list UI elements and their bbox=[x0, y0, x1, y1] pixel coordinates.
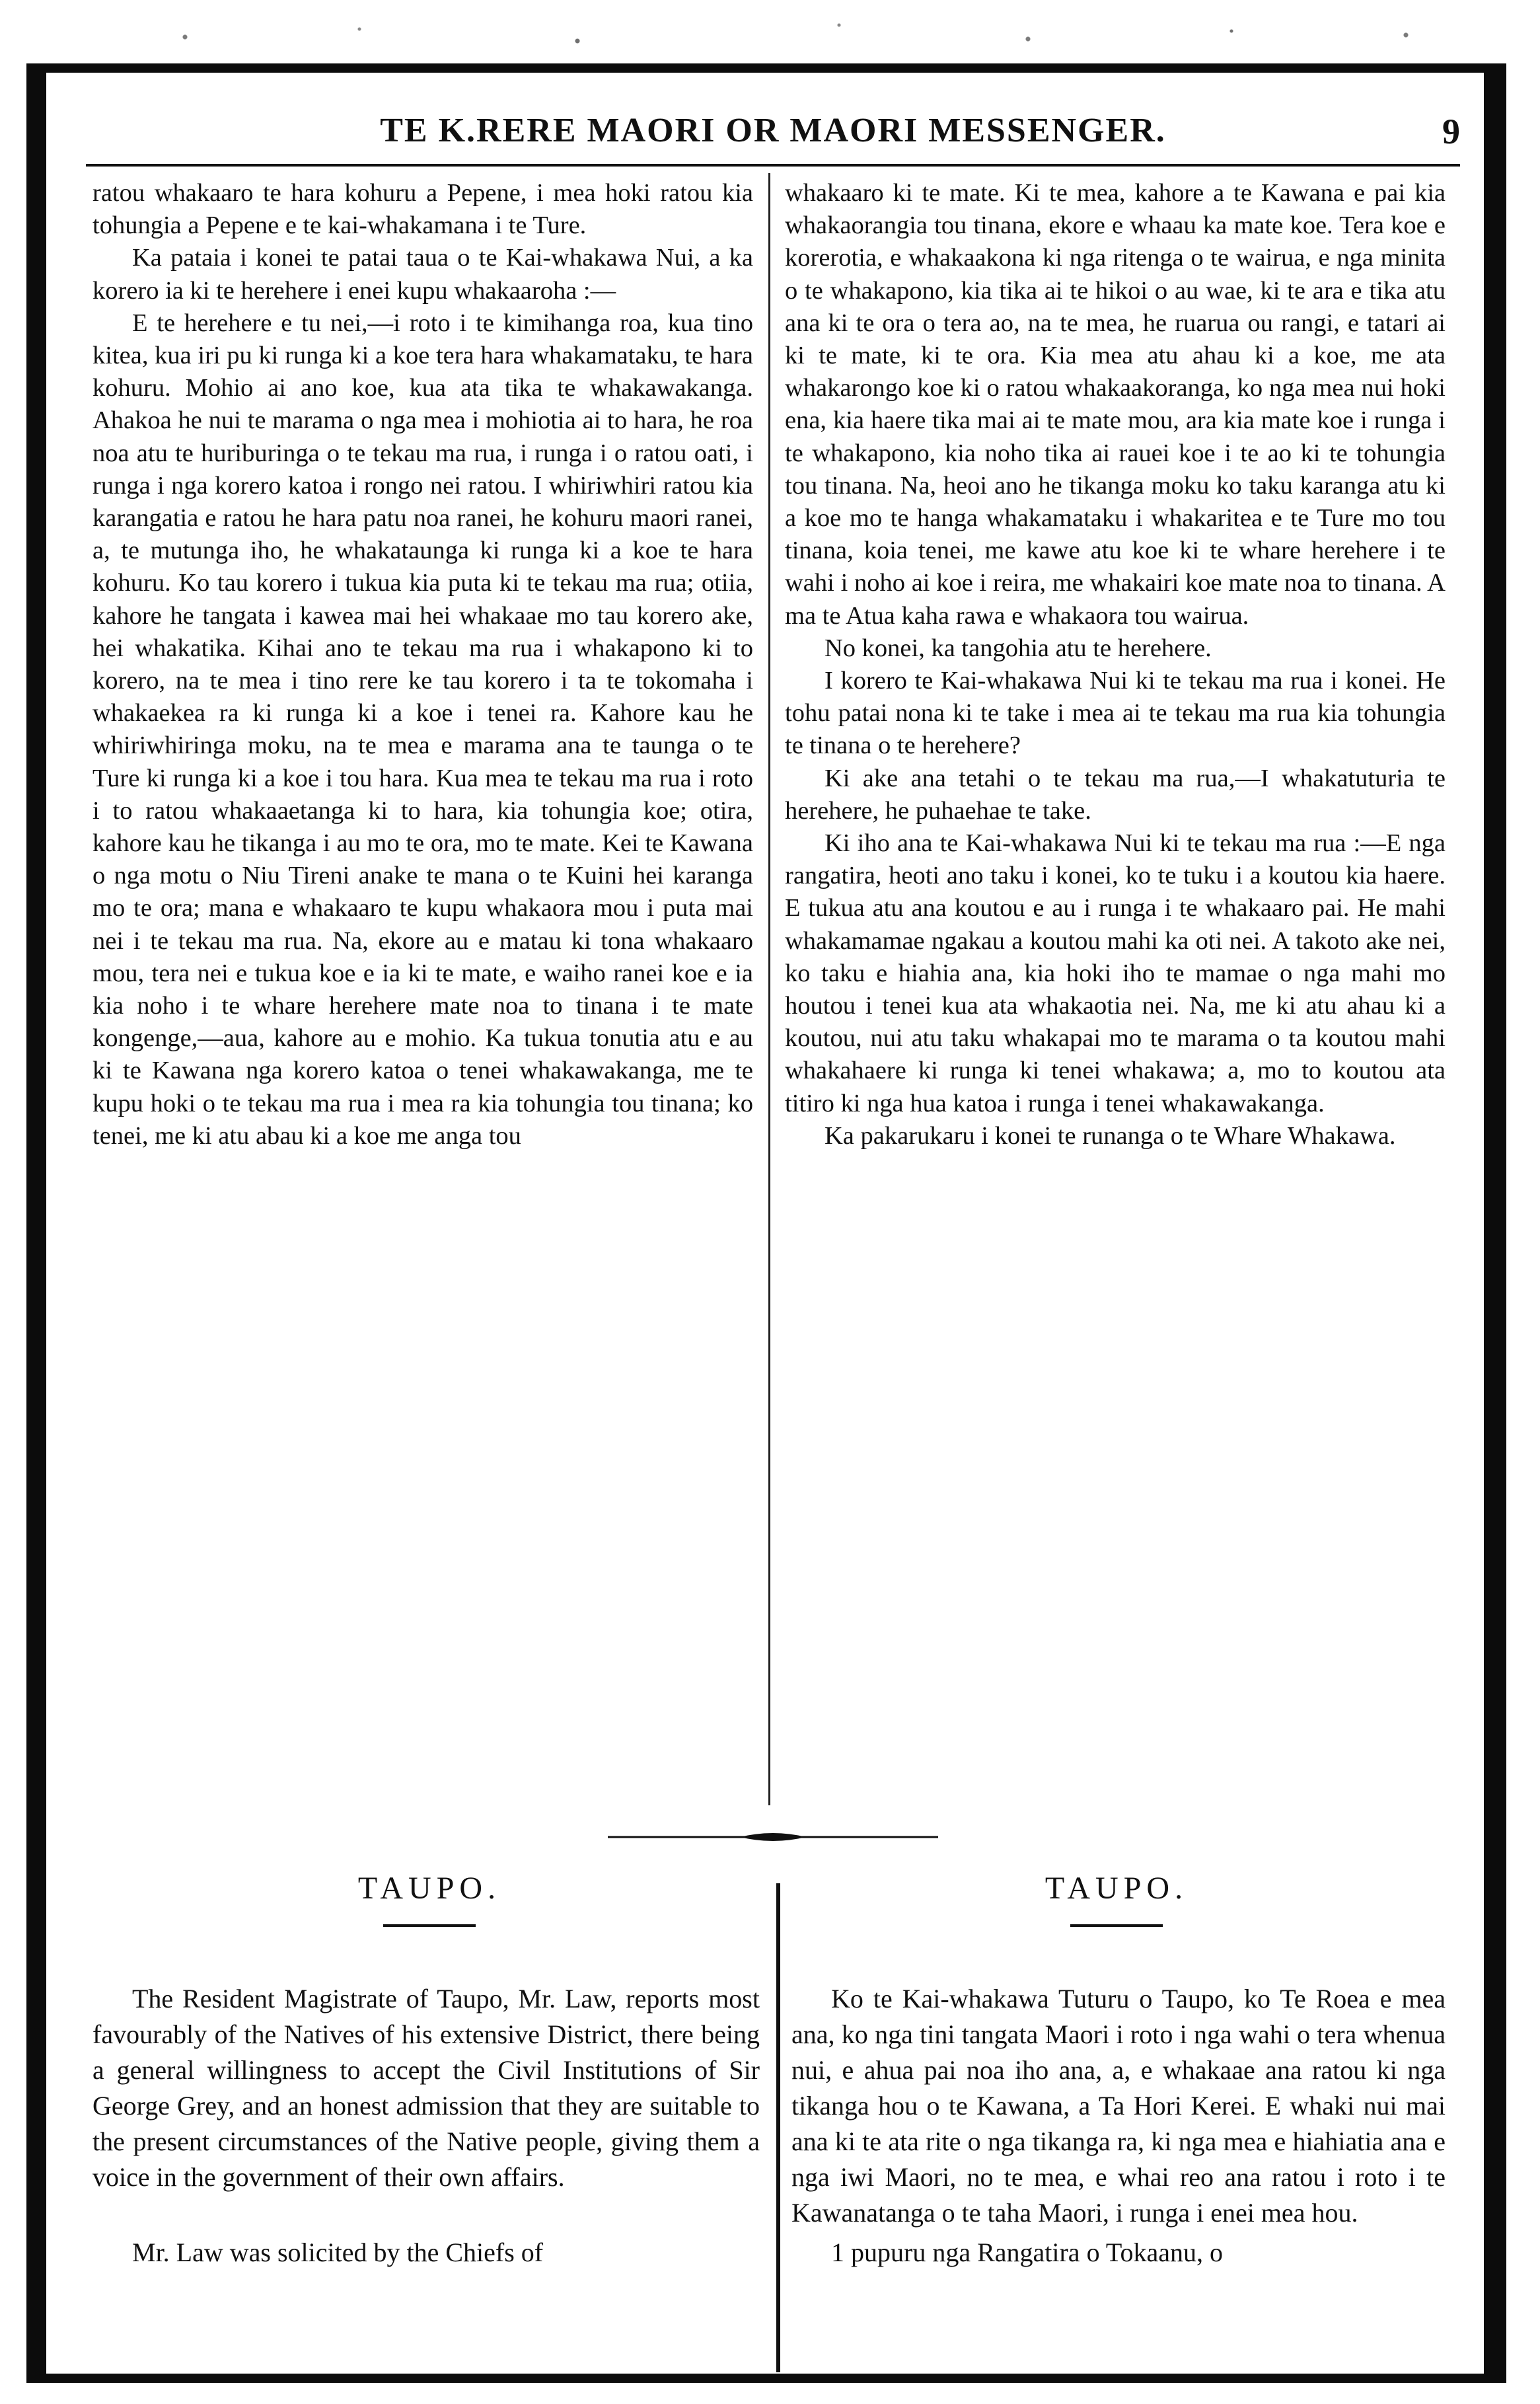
paragraph: ratou whakaaro te hara kohuru a Pepene, i mea hoki ratou kia tohungia a Pepene e te kai-whakamana i te Ture. bbox=[92, 179, 753, 240]
left-column bbox=[92, 177, 753, 1152]
paragraph: E te herehere e tu nei,—i roto i te kimihanga roa, kua tino kitea, kua iri pu ki runga ki a koe tera hara whakamataku, te hara kohuru. Mohio ai ano koe, kua ata tika te whakawakanga. Ahakoa he nui te marama o nga mea i mohiotia ai to hara, he roa noa atu te huriburinga o te tekau ma rua, i runga i o ratou oati, i runga i nga korero katoa i rongo nei ratou. I whiriwhiri ratou kia karangatia e ratou he hara patu noa ranei, he kohuru maori ranei, a, te mutunga iho, he whakataunga ki runga ki a koe te hara kohuru. Ko tau korero i tukua kia puta ki te tekau ma rua; otiia, kahore he tangata i kawea mai hei whakaae mo tau korero ake, hei whakatika. Kihai ano te tekau ma rua i whakapono ki to korero, na te mea i tino rere ke tau korero i ta te tokomaha i whakaekea ra ki runga ki a koe i tenei ra. Kahore kau he whiriwhiringa moku, na te mea e marama ana te taunga o te Ture ki runga ki a koe i tou hara. Kua mea te tekau ma rua i roto i to ratou whakaaetanga ki to hara, kia tohungia koe; otira, kahore kau he tikanga i au mo te ora, mo te mate. Kei te Kawana o nga motu o Niu Tireni anake te mana o te Kuini hei karanga mo te ora; mana e whakaaro te kupu whakaora mou i puta mai nei i te tekau ma rua. Na, ekore au e matau ki tona whakaaro mou, tera nei e tukua koe e ia ki te mate, e waiho ranei koe e ia kia noho i te whare herehere mate noa to tinana i te mate kongenge,—aua, kahore au e mohio. Ka tukua tonutia atu e au ki te Kawana nga korero katoa o tenei whakawakanga, me te kupu hoki o te tekau ma rua i mea ra kia tohungia tou tinana; ko tenei, me ki atu abau ki a koe me anga tou bbox=[92, 309, 753, 1150]
taupo-english-column bbox=[92, 1981, 760, 2271]
paragraph: I korero te Kai-whakawa Nui ki te tekau ma rua i konei. He tohu patai nona ki te take i mea ai te tekau ma rua kia tohungia te tinana o te herehere? bbox=[785, 667, 1446, 760]
title-rule bbox=[383, 1924, 476, 1927]
newspaper-title: TE K.RERE MAORI OR MAORI MESSENGER. bbox=[380, 112, 1166, 149]
paragraph: Ko te Kai-whakawa Tuturu o Taupo, ko Te Roea e mea ana, ko nga tini tangata Maori i roto i nga wahi o tera whenua nui, e ahua pai noa iho ana, a, e whakaae ana ratou ki nga tikanga hou o te Kawana, a Ta Hori Kerei. E whaki nui mai ana ki te ata rite o nga tikanga ra, ki nga mea e hiahiatia ana e nga iwi Maori, no te mea, e whai reo ana ratou i roto i te Kawanatanga o te taha Maori, i runga i enei mea hou. bbox=[791, 1984, 1446, 2228]
paragraph: Ka pataia i konei te patai taua o te Kai-whakawa Nui, a ka korero ia ki te herehere i enei kupu whakaaroha :— bbox=[92, 244, 753, 305]
paragraph: No konei, ka tangohia atu te herehere. bbox=[825, 634, 1212, 662]
paragraph: whakaaro ki te mate. Ki te mea, kahore a te Kawana e pai kia whakaorangia tou tinana, ekore e whaau ka mate koe. Tera koe e korerotia, e whakaakona ki nga ritenga o te wairua, e nga minita o te whakapono, kia tika ai te hikoi o au wae, ki te ara e tika atu ana ki te ora o tera ao, na te mea, he ruarua ou rangi, e tatari ai ki te mate, ki te ora. Kia mea atu ahau ki a koe, me ata whakarongo koe ki o ratou whakaakoranga, ko nga mea nui hoki ena, kia haere tika mai ai te mate mou, ara kia mate koe i runga i te whakapono, kia noho tika ai rauei koe i te ao ki te tohungia tou tinana. Na, heoi ano he tikanga moku ko taku karanga atu ki a koe mo te hanga whakamataku i whakaritea e te Ture mo tou tinana, koia tenei, me kawe atu koe ki te whare herehere i te wahi i noho ai koe i reira, me whakairi koe mate noa to tinana. A ma te Atua kaha rawa e whakaora tou wairua. bbox=[785, 179, 1446, 630]
column-divider bbox=[776, 1883, 780, 2372]
paragraph: 1 pupuru nga Rangatira o Tokaanu, o bbox=[831, 2237, 1223, 2267]
title-rule bbox=[1070, 1924, 1163, 1927]
top-edge-speckle bbox=[40, 13, 1493, 53]
paragraph: Mr. Law was solicited by the Chiefs of bbox=[132, 2237, 544, 2267]
page-header bbox=[86, 111, 1460, 167]
section-title-maori: TAUPO. bbox=[1045, 1871, 1189, 1906]
column-divider bbox=[768, 173, 770, 1805]
taupo-maori-column bbox=[791, 1981, 1446, 2271]
page-number: 9 bbox=[1442, 112, 1460, 151]
section-title-english: TAUPO. bbox=[357, 1871, 501, 1906]
right-column bbox=[785, 177, 1446, 1152]
paragraph: Ki ake ana tetahi o te tekau ma rua,—I whakatuturia te herehere, he puhaehae te take. bbox=[785, 764, 1446, 825]
section-ornament bbox=[608, 1829, 938, 1845]
paragraph: Ki iho ana te Kai-whakawa Nui ki te tekau ma rua :—E nga rangatira, heoti ano taku i konei, ko te tuku i a koutou kia haere. E tukua atu ana koutou e au i runga i te whakaaro pai. He mahi whakamamae ngakau a koutou mahi ka oti nei. A takoto ake nei, ko taku e hiahia ana, kia hoki iho te mamae o nga mahi mo houtou i tenei kua ata whakaotia nei. Na, me ki atu ahau ki a koutou, nui atu taku whakapai mo te marama o ta koutou mahi whakahaere ki runga ki tenei whakawa; a, mo to koutou ata titiro ki nga hua katoa i runga i tenei whakawakanga. bbox=[785, 829, 1446, 1117]
paragraph: Ka pakarukaru i konei te runanga o te Whare Whakawa. bbox=[825, 1121, 1396, 1150]
paragraph: The Resident Magistrate of Taupo, Mr. Law, reports most favourably of the Natives of his extensive District, there being a general willingness to accept the Civil Institutions of Sir George Grey, and an honest admission that they are suitable to the present circumstances of the Native people, giving them a voice in the government of their own affairs. bbox=[92, 1984, 760, 2192]
